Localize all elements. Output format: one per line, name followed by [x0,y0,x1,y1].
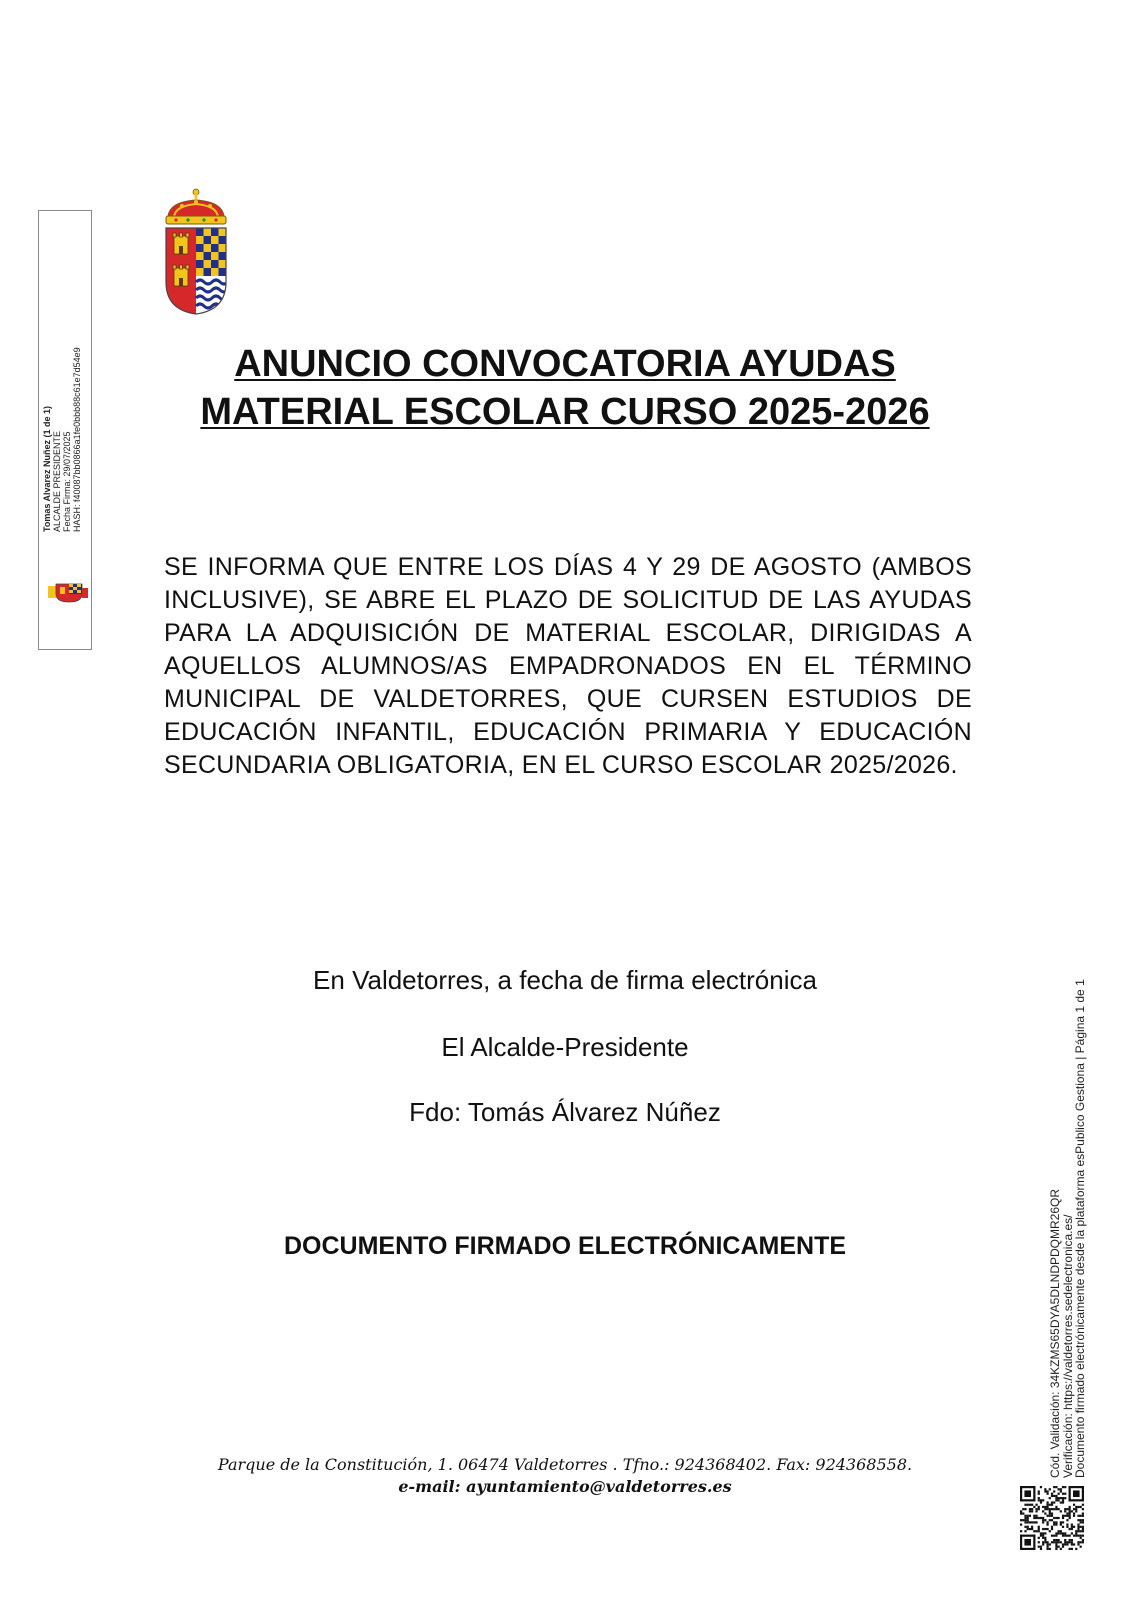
validation-code: Cód. Validación: 34KZMS65DYA5DLNDPDQMR26QR [1048,1188,1062,1478]
stamp-role: ALCALDE PRESIDENTE [52,430,62,532]
signer-role: El Alcalde-Presidente [441,1032,689,1062]
announcement-paragraph: SE INFORMA QUE ENTRE LOS DÍAS 4 Y 29 DE AGOSTO (AMBOS INCLUSIVE), SE ABRE EL PLAZO DE SOLICITUD DE LAS AYUDAS PARA LA ADQUISICIÓN DE MATERIAL ESCOLAR, DIRIGIDAS A AQUELLOS ALUMNOS/AS EMPADRONADOS EN EL TÉRMINO MUNICIPAL DE VALDETORRES, QUE CURSEN ESTUDIOS DE EDUCACIÓN INFANTIL, EDUCACIÓN PRIMARIA Y EDUCACIÓN SECUNDARIA OBLIGATORIA, EN EL CURSO ESCOLAR 2025/2026. [164,553,972,779]
verification-url: Verificación: https://valdetorres.sedelectronica.es/ [1060,1214,1075,1478]
electronic-signature-notice: DOCUMENTO FIRMADO ELECTRÓNICAMENTE [283,1232,847,1260]
footer-address: Parque de la Constitución, 1. 06474 Valdetorres . Tfno.: 924368402. Fax: 924368558. [217,1455,913,1474]
signature-stamp-text [42,292,82,532]
footer-email: e-mail: ayuntamiento@valdetorres.es [398,1477,732,1496]
municipal-coat-of-arms [160,188,232,316]
stamp-crest-icon [46,580,90,604]
stamp-date: Fecha Firma: 29/07/2025 [62,431,72,532]
platform-notice: Documento firmado electrónicamente desde la plataforma esPublico Gestiona | Página 1 de 1 [1073,979,1087,1478]
qr-code-icon[interactable] [1020,1486,1084,1550]
place-and-date: En Valdetorres, a fecha de firma electrónica [313,965,817,995]
stamp-hash: HASH: f40087bb0866a1fe0bbb88c61e7d54e9 [72,347,82,532]
stamp-signer: Tomas Alvarez Nuñez (1 de 1) [42,405,52,532]
document-title [150,340,980,436]
title-line-1: ANUNCIO CONVOCATORIA AYUDAS [234,343,896,385]
signer-name: Fdo: Tomás Álvarez Núñez [409,1097,721,1127]
verification-stamp-text [1049,978,1087,1478]
title-line-2: MATERIAL ESCOLAR CURSO 2025-2026 [200,391,930,433]
